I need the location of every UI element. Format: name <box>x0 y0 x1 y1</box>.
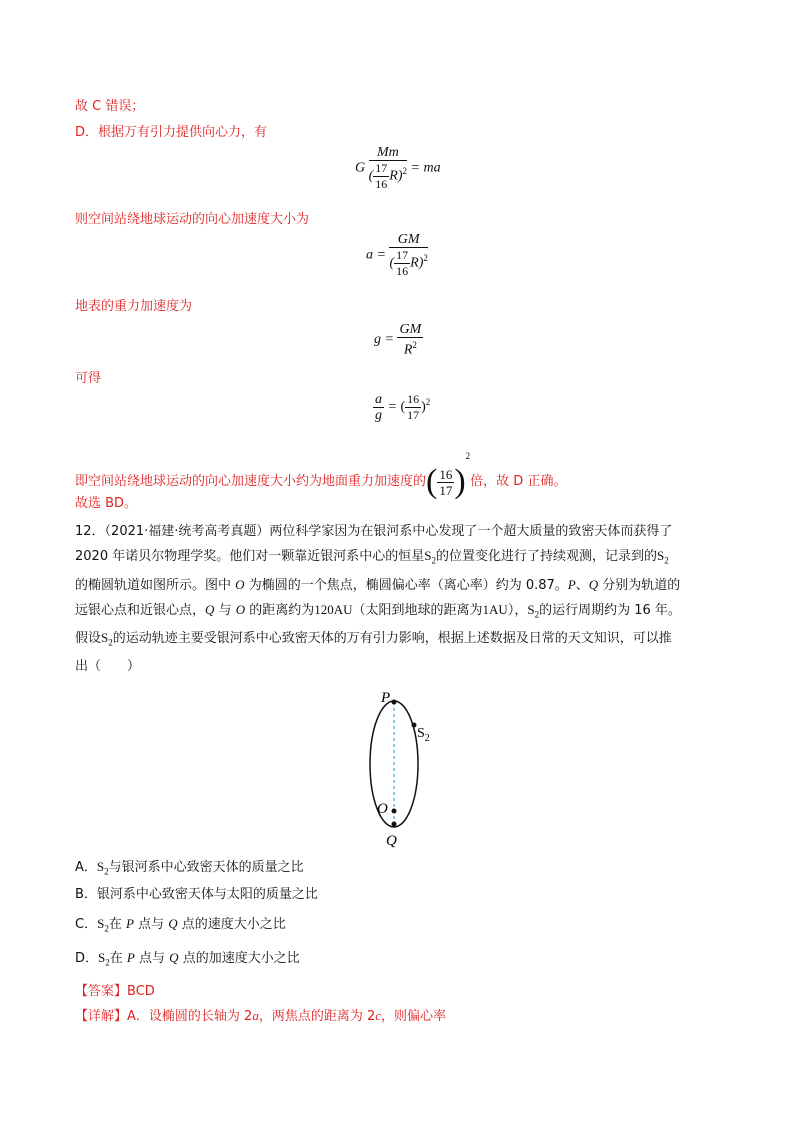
label-Q: Q <box>386 833 397 849</box>
option-b: B．银河系中心致密天体与太阳的质量之比 <box>75 887 318 902</box>
question-12-text: 12．（2021·福建·统考高考真题）两位科学家因为在银河系中心发现了一个超大质量的致密天体而获得了 2020 年诺贝尔物理学奖。他们对一颗靠近银河系中心的恒星$S_2$的位置变化进行了持续观测，记录到的$S_2$ 的椭圆轨道如图所示。图中 O 为椭圆的一个焦点，椭圆偏心率（离心率）约为 0.87。P、Q 分别为轨道的 远银心点和近银心点，Q 与 O 的距离约为120AU（太阳到地球的距离为1AU），$S_2$的运行周期约为 16 年。 假设$S_2$的运动轨迹主要受银河系中心致密天体的万有引力影响，根据上述数据及日常的天文知识，可以推 出（ ） <box>75 524 681 674</box>
final-choice-line: 故选 BD。 <box>75 496 138 511</box>
conclusion-line: 即空间站绕地球运动的向心加速度大小约为地面重力加速度的( $\frac{16}{17}$ )$^2$倍，故 D 正确。 <box>75 451 567 501</box>
equation-surface-gravity: g = $\frac{GM}{R^2}$ <box>374 322 422 358</box>
d-intro-line: D．根据万有引力提供向心力，有 <box>75 125 268 140</box>
point-P <box>392 700 397 705</box>
point-O <box>392 809 397 814</box>
option-a: A．$S_2$与银河系中心致密天体的质量之比 <box>75 859 304 877</box>
g-text-line: 地表的重力加速度为 <box>75 299 193 314</box>
orbit-figure <box>355 690 445 850</box>
c-wrong-line: 故 C 错误； <box>75 99 145 114</box>
accel-text-line: 则空间站绕地球运动的向心加速度大小为 <box>75 212 310 227</box>
detail-line: 【详解】A．设椭圆的长轴为 2a，两焦点的距离为 2c，则偏心率 <box>75 1008 447 1024</box>
option-c: C．$S_2$在 P 点与 Q 点的速度大小之比 <box>75 916 286 934</box>
point-Q <box>392 822 397 827</box>
answer-line: 【答案】BCD <box>75 984 155 999</box>
equation-gravity: G Mm ( $\frac{17}{16}$ R)$^2$ = ma <box>355 145 441 191</box>
label-O: O <box>377 801 388 817</box>
result-text-line: 可得 <box>75 371 102 386</box>
equation-ratio: $\frac{a}{g}$ = ( $\frac{16}{17}$ )$^2$ <box>375 392 431 423</box>
label-P: P <box>381 690 391 706</box>
option-d: D．$S_2$在 P 点与 Q 点的加速度大小之比 <box>75 950 300 968</box>
equation-acceleration: a = GM ( $\frac{17}{16}$ R)$^2$ <box>366 232 428 278</box>
point-S2 <box>412 723 417 728</box>
label-S: $S_2$ <box>417 726 430 744</box>
